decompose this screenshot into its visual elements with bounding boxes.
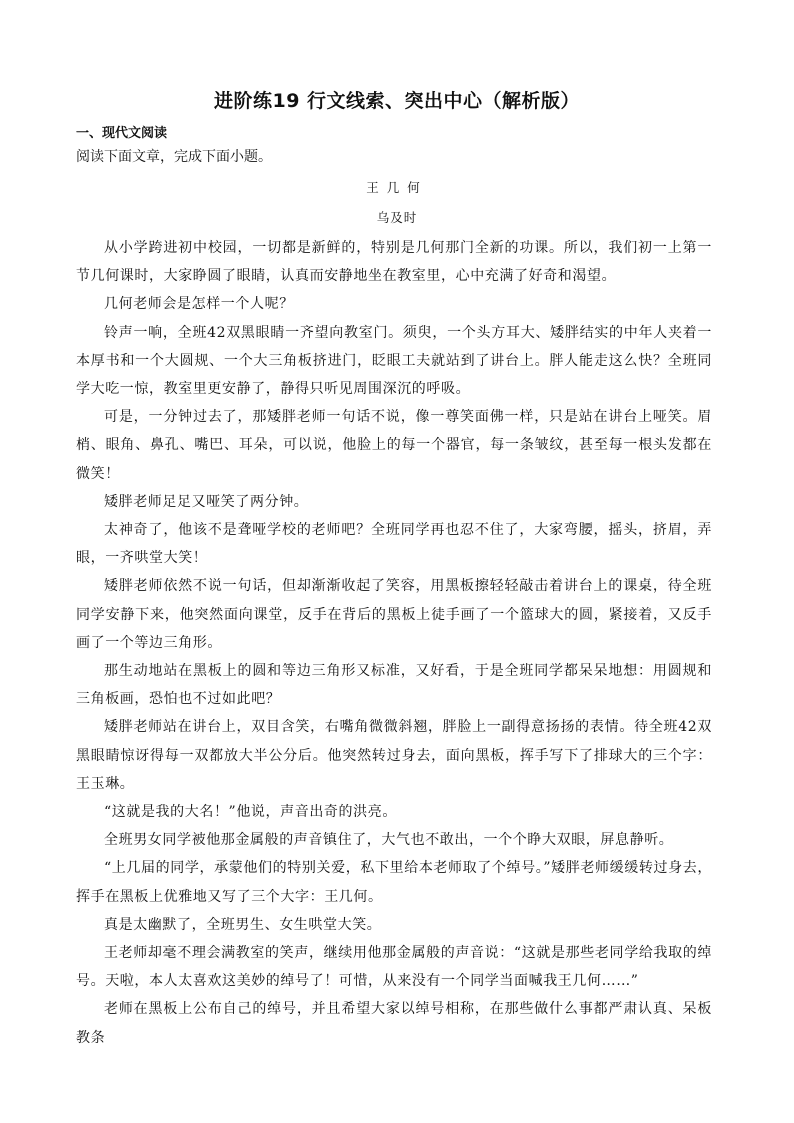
article-author: 乌及时 [376, 210, 418, 225]
paragraph: 王老师却毫不理会满教室的笑声，继续用他那金属般的声音说：“这就是那些老同学给我取的绰号。天啦，本人太喜欢这美妙的绰号了！可惜，从来没有一个同学当面喊我王几何……” [76, 945, 712, 990]
paragraph: “这就是我的大名！”他说，声音出奇的洪亮。 [104, 804, 397, 821]
paragraph: 矮胖老师站在讲台上，双目含笑，右嘴角微微斜翘，胖脸上一副得意扬扬的表情。待全班42双黑眼睛惊讶得每一双都放大半公分后。他突然转过身去，面向黑板，挥手写下了排球大的三个字：王玉琳。 [76, 719, 712, 792]
paragraph: 几何老师会是怎样一个人呢？ [104, 296, 294, 313]
paragraph: “上几届的同学，承蒙他们的特别关爱，私下里给本老师取了个绰号。”矮胖老师缓缓转过身去，挥手在黑板上优雅地又写了三个大字：王几何。 [76, 860, 712, 905]
paragraph: 矮胖老师足足又哑笑了两分钟。 [104, 493, 309, 510]
section-heading: 一、现代文阅读 [76, 126, 168, 141]
paragraph: 太神奇了，他该不是聋哑学校的老师吧？全班同学再也忍不住了，大家弯腰，摇头，挤眉，弄眼，一齐哄堂大笑！ [76, 522, 712, 567]
paragraph: 那生动地站在黑板上的圆和等边三角形又标准，又好看，于是全班同学都呆呆地想：用圆规和三角板画，恐怕也不过如此吧？ [76, 663, 712, 708]
document-title: 进阶练19 行文线索、突出中心（解析版） [213, 90, 581, 112]
paragraph: 老师在黑板上公布自己的绰号，并且希望大家以绰号相称，在那些做什么事都严肃认真、呆板教条 [76, 1001, 712, 1046]
article-body [76, 234, 712, 1052]
instruction-text: 阅读下面文章，完成下面小题。 [76, 149, 272, 165]
paragraph: 矮胖老师依然不说一句话，但却渐渐收起了笑容，用黑板擦轻轻敲击着讲台上的课桌，待全班同学安静下来，他突然面向课堂，反手在背后的黑板上徒手画了一个篮球大的圆，紧接着，又反手画了一个等边三角形。 [76, 578, 712, 651]
paragraph: 全班男女同学被他那金属般的声音镇住了，大气也不敢出，一个个睁大双眼，屏息静听。 [104, 832, 674, 849]
paragraph: 从小学跨进初中校园，一切都是新鲜的，特别是几何那门全新的功课。所以，我们初一上第一节几何课时，大家睁圆了眼睛，认真而安静地坐在教室里，心中充满了好奇和渴望。 [76, 240, 712, 285]
paragraph: 铃声一响，全班42双黑眼睛一齐望向教室门。须臾，一个头方耳大、矮胖结实的中年人夹着一本厚书和一个大圆规、一个大三角板挤进门，眨眼工夫就站到了讲台上。胖人能走这么快？全班同学大吃一惊，教室里更安静了，静得只听见周围深沉的呼吸。 [76, 324, 712, 398]
article-title: 王几何 [366, 180, 428, 195]
paragraph: 可是，一分钟过去了，那矮胖老师一句话不说，像一尊笑面佛一样，只是站在讲台上哑笑。眉梢、眼角、鼻孔、嘴巴、耳朵，可以说，他脸上的每一个器官，每一条皱纹，甚至每一根头发都在微笑！ [76, 409, 712, 482]
paragraph: 真是太幽默了，全班男生、女生哄堂大笑。 [104, 916, 382, 933]
